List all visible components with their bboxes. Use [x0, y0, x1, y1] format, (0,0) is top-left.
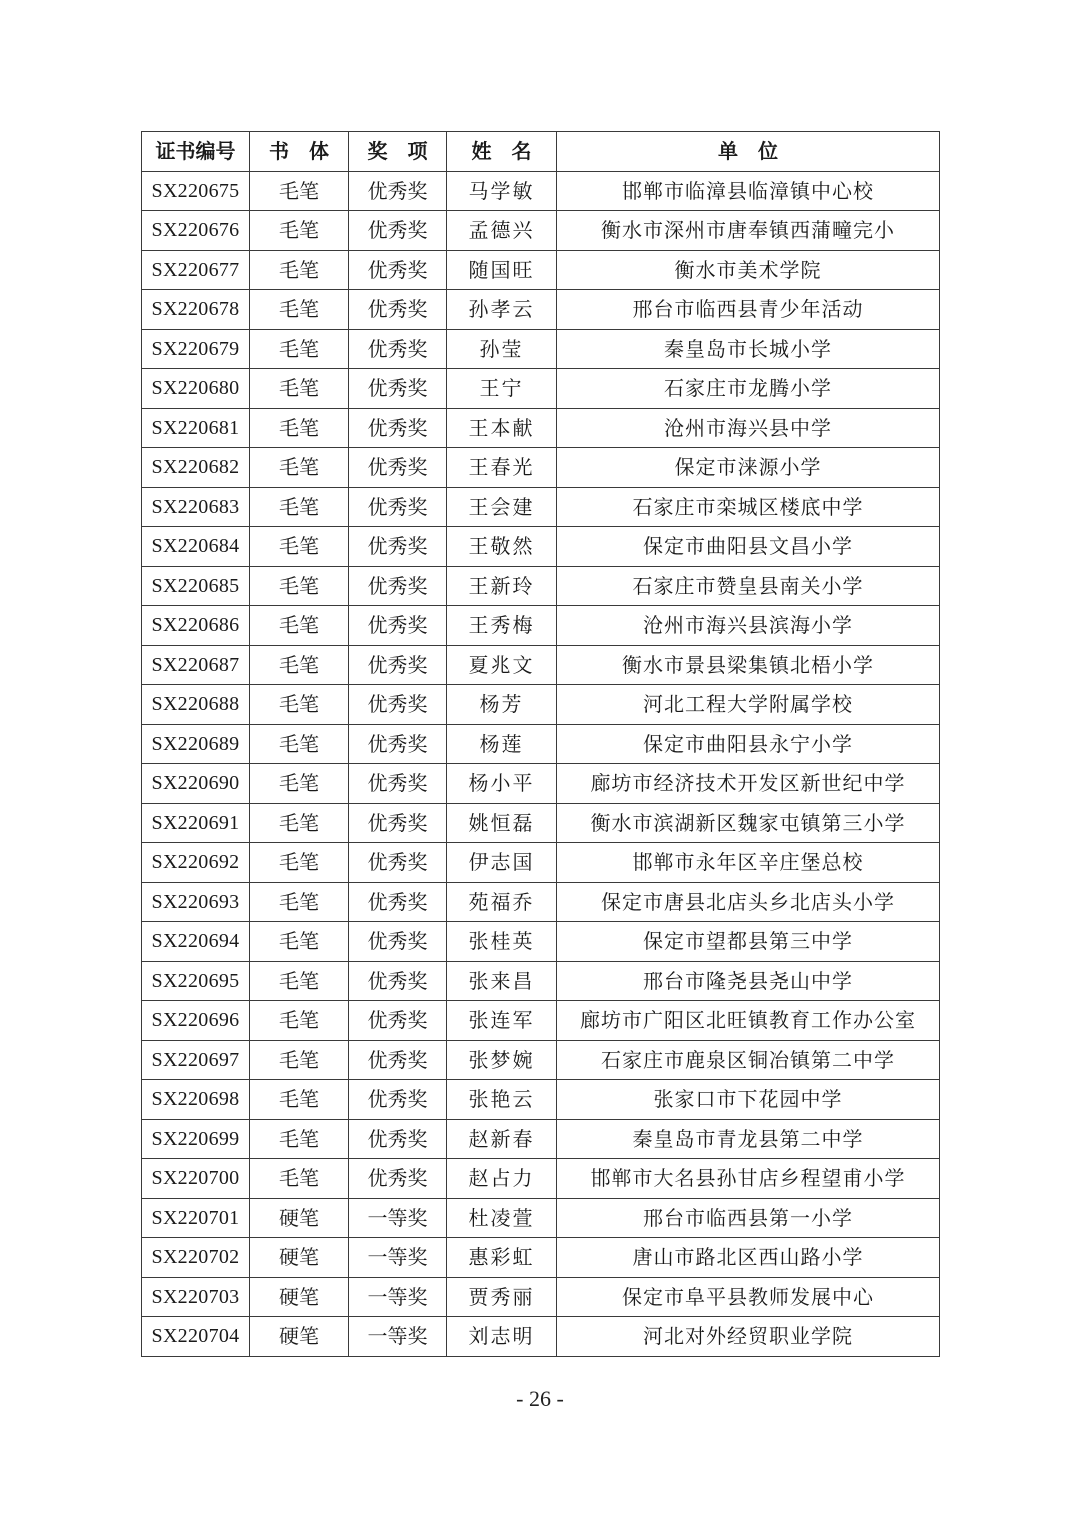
script-style-cell: 毛笔	[250, 290, 349, 330]
table-row	[142, 1119, 940, 1159]
certificate-number-cell: SX220693	[142, 882, 250, 922]
award-cell: 优秀奖	[349, 1119, 447, 1159]
certificate-number-cell: SX220678	[142, 290, 250, 330]
name-cell: 杨莲	[447, 724, 557, 764]
unit-cell: 廊坊市广阳区北旺镇教育工作办公室	[557, 1001, 940, 1041]
certificate-number-cell: SX220676	[142, 211, 250, 251]
award-cell: 优秀奖	[349, 843, 447, 883]
award-cell: 优秀奖	[349, 922, 447, 962]
table-row	[142, 882, 940, 922]
unit-cell: 衡水市美术学院	[557, 250, 940, 290]
table-body	[142, 171, 940, 1356]
award-cell: 优秀奖	[349, 803, 447, 843]
award-cell: 优秀奖	[349, 764, 447, 804]
script-style-cell: 毛笔	[250, 645, 349, 685]
table-row	[142, 961, 940, 1001]
table-row	[142, 1238, 940, 1278]
unit-cell: 保定市曲阳县永宁小学	[557, 724, 940, 764]
table-row	[142, 211, 940, 251]
certificate-number-cell: SX220703	[142, 1277, 250, 1317]
name-cell: 王秀梅	[447, 606, 557, 646]
unit-cell: 张家口市下花园中学	[557, 1080, 940, 1120]
name-cell: 张梦婉	[447, 1040, 557, 1080]
name-cell: 孙莹	[447, 329, 557, 369]
table-row	[142, 1317, 940, 1357]
script-style-cell: 毛笔	[250, 527, 349, 567]
name-cell: 王会建	[447, 487, 557, 527]
table-row	[142, 843, 940, 883]
script-style-cell: 毛笔	[250, 1080, 349, 1120]
certificate-number-cell: SX220683	[142, 487, 250, 527]
table-row	[142, 408, 940, 448]
award-cell: 优秀奖	[349, 1001, 447, 1041]
certificate-number-cell: SX220686	[142, 606, 250, 646]
header-award: 奖 项	[349, 132, 447, 172]
award-cell: 优秀奖	[349, 250, 447, 290]
unit-cell: 保定市阜平县教师发展中心	[557, 1277, 940, 1317]
table-header-row	[142, 132, 940, 172]
script-style-cell: 毛笔	[250, 922, 349, 962]
certificate-number-cell: SX220677	[142, 250, 250, 290]
name-cell: 张来昌	[447, 961, 557, 1001]
table-row	[142, 290, 940, 330]
name-cell: 赵新春	[447, 1119, 557, 1159]
script-style-cell: 硬笔	[250, 1317, 349, 1357]
certificate-number-cell: SX220687	[142, 645, 250, 685]
name-cell: 杜凌萱	[447, 1198, 557, 1238]
unit-cell: 保定市曲阳县文昌小学	[557, 527, 940, 567]
script-style-cell: 毛笔	[250, 724, 349, 764]
table-row	[142, 1040, 940, 1080]
name-cell: 张艳云	[447, 1080, 557, 1120]
script-style-cell: 毛笔	[250, 961, 349, 1001]
table-row	[142, 369, 940, 409]
script-style-cell: 毛笔	[250, 329, 349, 369]
header-certificate-number: 证书编号	[142, 132, 250, 172]
award-cell: 优秀奖	[349, 171, 447, 211]
certificate-number-cell: SX220698	[142, 1080, 250, 1120]
unit-cell: 邢台市隆尧县尧山中学	[557, 961, 940, 1001]
award-cell: 优秀奖	[349, 645, 447, 685]
script-style-cell: 毛笔	[250, 171, 349, 211]
table-row	[142, 487, 940, 527]
table-row	[142, 1080, 940, 1120]
header-script-style: 书 体	[250, 132, 349, 172]
unit-cell: 河北工程大学附属学校	[557, 685, 940, 725]
script-style-cell: 毛笔	[250, 448, 349, 488]
unit-cell: 保定市望都县第三中学	[557, 922, 940, 962]
table-row	[142, 171, 940, 211]
name-cell: 随国旺	[447, 250, 557, 290]
certificate-number-cell: SX220702	[142, 1238, 250, 1278]
table-row	[142, 527, 940, 567]
certificate-number-cell: SX220675	[142, 171, 250, 211]
name-cell: 王春光	[447, 448, 557, 488]
unit-cell: 衡水市深州市唐奉镇西蒲疃完小	[557, 211, 940, 251]
certificate-number-cell: SX220679	[142, 329, 250, 369]
certificate-number-cell: SX220699	[142, 1119, 250, 1159]
script-style-cell: 毛笔	[250, 1001, 349, 1041]
certificate-number-cell: SX220688	[142, 685, 250, 725]
table-row	[142, 448, 940, 488]
script-style-cell: 毛笔	[250, 369, 349, 409]
script-style-cell: 毛笔	[250, 1119, 349, 1159]
name-cell: 王新玲	[447, 566, 557, 606]
award-cell: 一等奖	[349, 1198, 447, 1238]
award-cell: 优秀奖	[349, 369, 447, 409]
script-style-cell: 毛笔	[250, 803, 349, 843]
header-name: 姓 名	[447, 132, 557, 172]
certificate-number-cell: SX220684	[142, 527, 250, 567]
name-cell: 伊志国	[447, 843, 557, 883]
table-row	[142, 645, 940, 685]
script-style-cell: 毛笔	[250, 606, 349, 646]
name-cell: 贾秀丽	[447, 1277, 557, 1317]
table-row	[142, 685, 940, 725]
award-cell: 优秀奖	[349, 882, 447, 922]
table-row	[142, 1159, 940, 1199]
name-cell: 惠彩虹	[447, 1238, 557, 1278]
script-style-cell: 毛笔	[250, 487, 349, 527]
unit-cell: 河北对外经贸职业学院	[557, 1317, 940, 1357]
table-row	[142, 1001, 940, 1041]
certificate-number-cell: SX220681	[142, 408, 250, 448]
script-style-cell: 毛笔	[250, 843, 349, 883]
award-cell: 优秀奖	[349, 487, 447, 527]
unit-cell: 保定市唐县北店头乡北店头小学	[557, 882, 940, 922]
table-row	[142, 250, 940, 290]
certificate-number-cell: SX220685	[142, 566, 250, 606]
unit-cell: 石家庄市赞皇县南关小学	[557, 566, 940, 606]
certificate-number-cell: SX220680	[142, 369, 250, 409]
script-style-cell: 毛笔	[250, 685, 349, 725]
award-cell: 一等奖	[349, 1238, 447, 1278]
name-cell: 王敬然	[447, 527, 557, 567]
table-row	[142, 724, 940, 764]
name-cell: 孙孝云	[447, 290, 557, 330]
unit-cell: 邢台市临西县青少年活动	[557, 290, 940, 330]
unit-cell: 保定市涞源小学	[557, 448, 940, 488]
certificate-number-cell: SX220704	[142, 1317, 250, 1357]
script-style-cell: 毛笔	[250, 250, 349, 290]
certificate-number-cell: SX220690	[142, 764, 250, 804]
award-cell: 优秀奖	[349, 1159, 447, 1199]
table-row	[142, 764, 940, 804]
unit-cell: 廊坊市经济技术开发区新世纪中学	[557, 764, 940, 804]
name-cell: 马学敏	[447, 171, 557, 211]
certificate-number-cell: SX220694	[142, 922, 250, 962]
award-cell: 优秀奖	[349, 566, 447, 606]
unit-cell: 石家庄市鹿泉区铜冶镇第二中学	[557, 1040, 940, 1080]
name-cell: 张桂英	[447, 922, 557, 962]
unit-cell: 沧州市海兴县中学	[557, 408, 940, 448]
unit-cell: 唐山市路北区西山路小学	[557, 1238, 940, 1278]
unit-cell: 石家庄市栾城区楼底中学	[557, 487, 940, 527]
unit-cell: 衡水市滨湖新区魏家屯镇第三小学	[557, 803, 940, 843]
name-cell: 王本献	[447, 408, 557, 448]
award-cell: 优秀奖	[349, 527, 447, 567]
unit-cell: 秦皇岛市青龙县第二中学	[557, 1119, 940, 1159]
certificate-number-cell: SX220692	[142, 843, 250, 883]
unit-cell: 石家庄市龙腾小学	[557, 369, 940, 409]
award-roster-table	[141, 131, 940, 1357]
certificate-number-cell: SX220697	[142, 1040, 250, 1080]
award-cell: 一等奖	[349, 1277, 447, 1317]
name-cell: 赵占力	[447, 1159, 557, 1199]
unit-cell: 邯郸市大名县孙甘店乡程望甫小学	[557, 1159, 940, 1199]
name-cell: 姚恒磊	[447, 803, 557, 843]
header-unit: 单 位	[557, 132, 940, 172]
unit-cell: 邢台市临西县第一小学	[557, 1198, 940, 1238]
unit-cell: 邯郸市临漳县临漳镇中心校	[557, 171, 940, 211]
name-cell: 刘志明	[447, 1317, 557, 1357]
award-cell: 优秀奖	[349, 606, 447, 646]
table-row	[142, 606, 940, 646]
name-cell: 夏兆文	[447, 645, 557, 685]
name-cell: 王宁	[447, 369, 557, 409]
award-cell: 优秀奖	[349, 961, 447, 1001]
script-style-cell: 硬笔	[250, 1238, 349, 1278]
unit-cell: 沧州市海兴县滨海小学	[557, 606, 940, 646]
script-style-cell: 毛笔	[250, 408, 349, 448]
script-style-cell: 毛笔	[250, 211, 349, 251]
script-style-cell: 毛笔	[250, 764, 349, 804]
script-style-cell: 毛笔	[250, 1040, 349, 1080]
script-style-cell: 硬笔	[250, 1277, 349, 1317]
name-cell: 孟德兴	[447, 211, 557, 251]
award-cell: 优秀奖	[349, 685, 447, 725]
page-number: - 26 -	[516, 1386, 564, 1411]
certificate-number-cell: SX220696	[142, 1001, 250, 1041]
certificate-number-cell: SX220689	[142, 724, 250, 764]
name-cell: 苑福乔	[447, 882, 557, 922]
name-cell: 张连军	[447, 1001, 557, 1041]
name-cell: 杨芳	[447, 685, 557, 725]
table-row	[142, 1277, 940, 1317]
certificate-number-cell: SX220700	[142, 1159, 250, 1199]
script-style-cell: 毛笔	[250, 1159, 349, 1199]
certificate-number-cell: SX220691	[142, 803, 250, 843]
script-style-cell: 毛笔	[250, 882, 349, 922]
unit-cell: 衡水市景县梁集镇北梧小学	[557, 645, 940, 685]
award-cell: 优秀奖	[349, 448, 447, 488]
script-style-cell: 硬笔	[250, 1198, 349, 1238]
award-cell: 优秀奖	[349, 1080, 447, 1120]
script-style-cell: 毛笔	[250, 566, 349, 606]
table-row	[142, 1198, 940, 1238]
table-row	[142, 803, 940, 843]
award-cell: 优秀奖	[349, 329, 447, 369]
table-row	[142, 566, 940, 606]
unit-cell: 秦皇岛市长城小学	[557, 329, 940, 369]
award-cell: 优秀奖	[349, 290, 447, 330]
award-cell: 优秀奖	[349, 408, 447, 448]
certificate-number-cell: SX220695	[142, 961, 250, 1001]
certificate-number-cell: SX220682	[142, 448, 250, 488]
award-cell: 一等奖	[349, 1317, 447, 1357]
certificate-number-cell: SX220701	[142, 1198, 250, 1238]
award-cell: 优秀奖	[349, 211, 447, 251]
table-row	[142, 329, 940, 369]
unit-cell: 邯郸市永年区辛庄堡总校	[557, 843, 940, 883]
award-cell: 优秀奖	[349, 724, 447, 764]
table-row	[142, 922, 940, 962]
award-cell: 优秀奖	[349, 1040, 447, 1080]
name-cell: 杨小平	[447, 764, 557, 804]
